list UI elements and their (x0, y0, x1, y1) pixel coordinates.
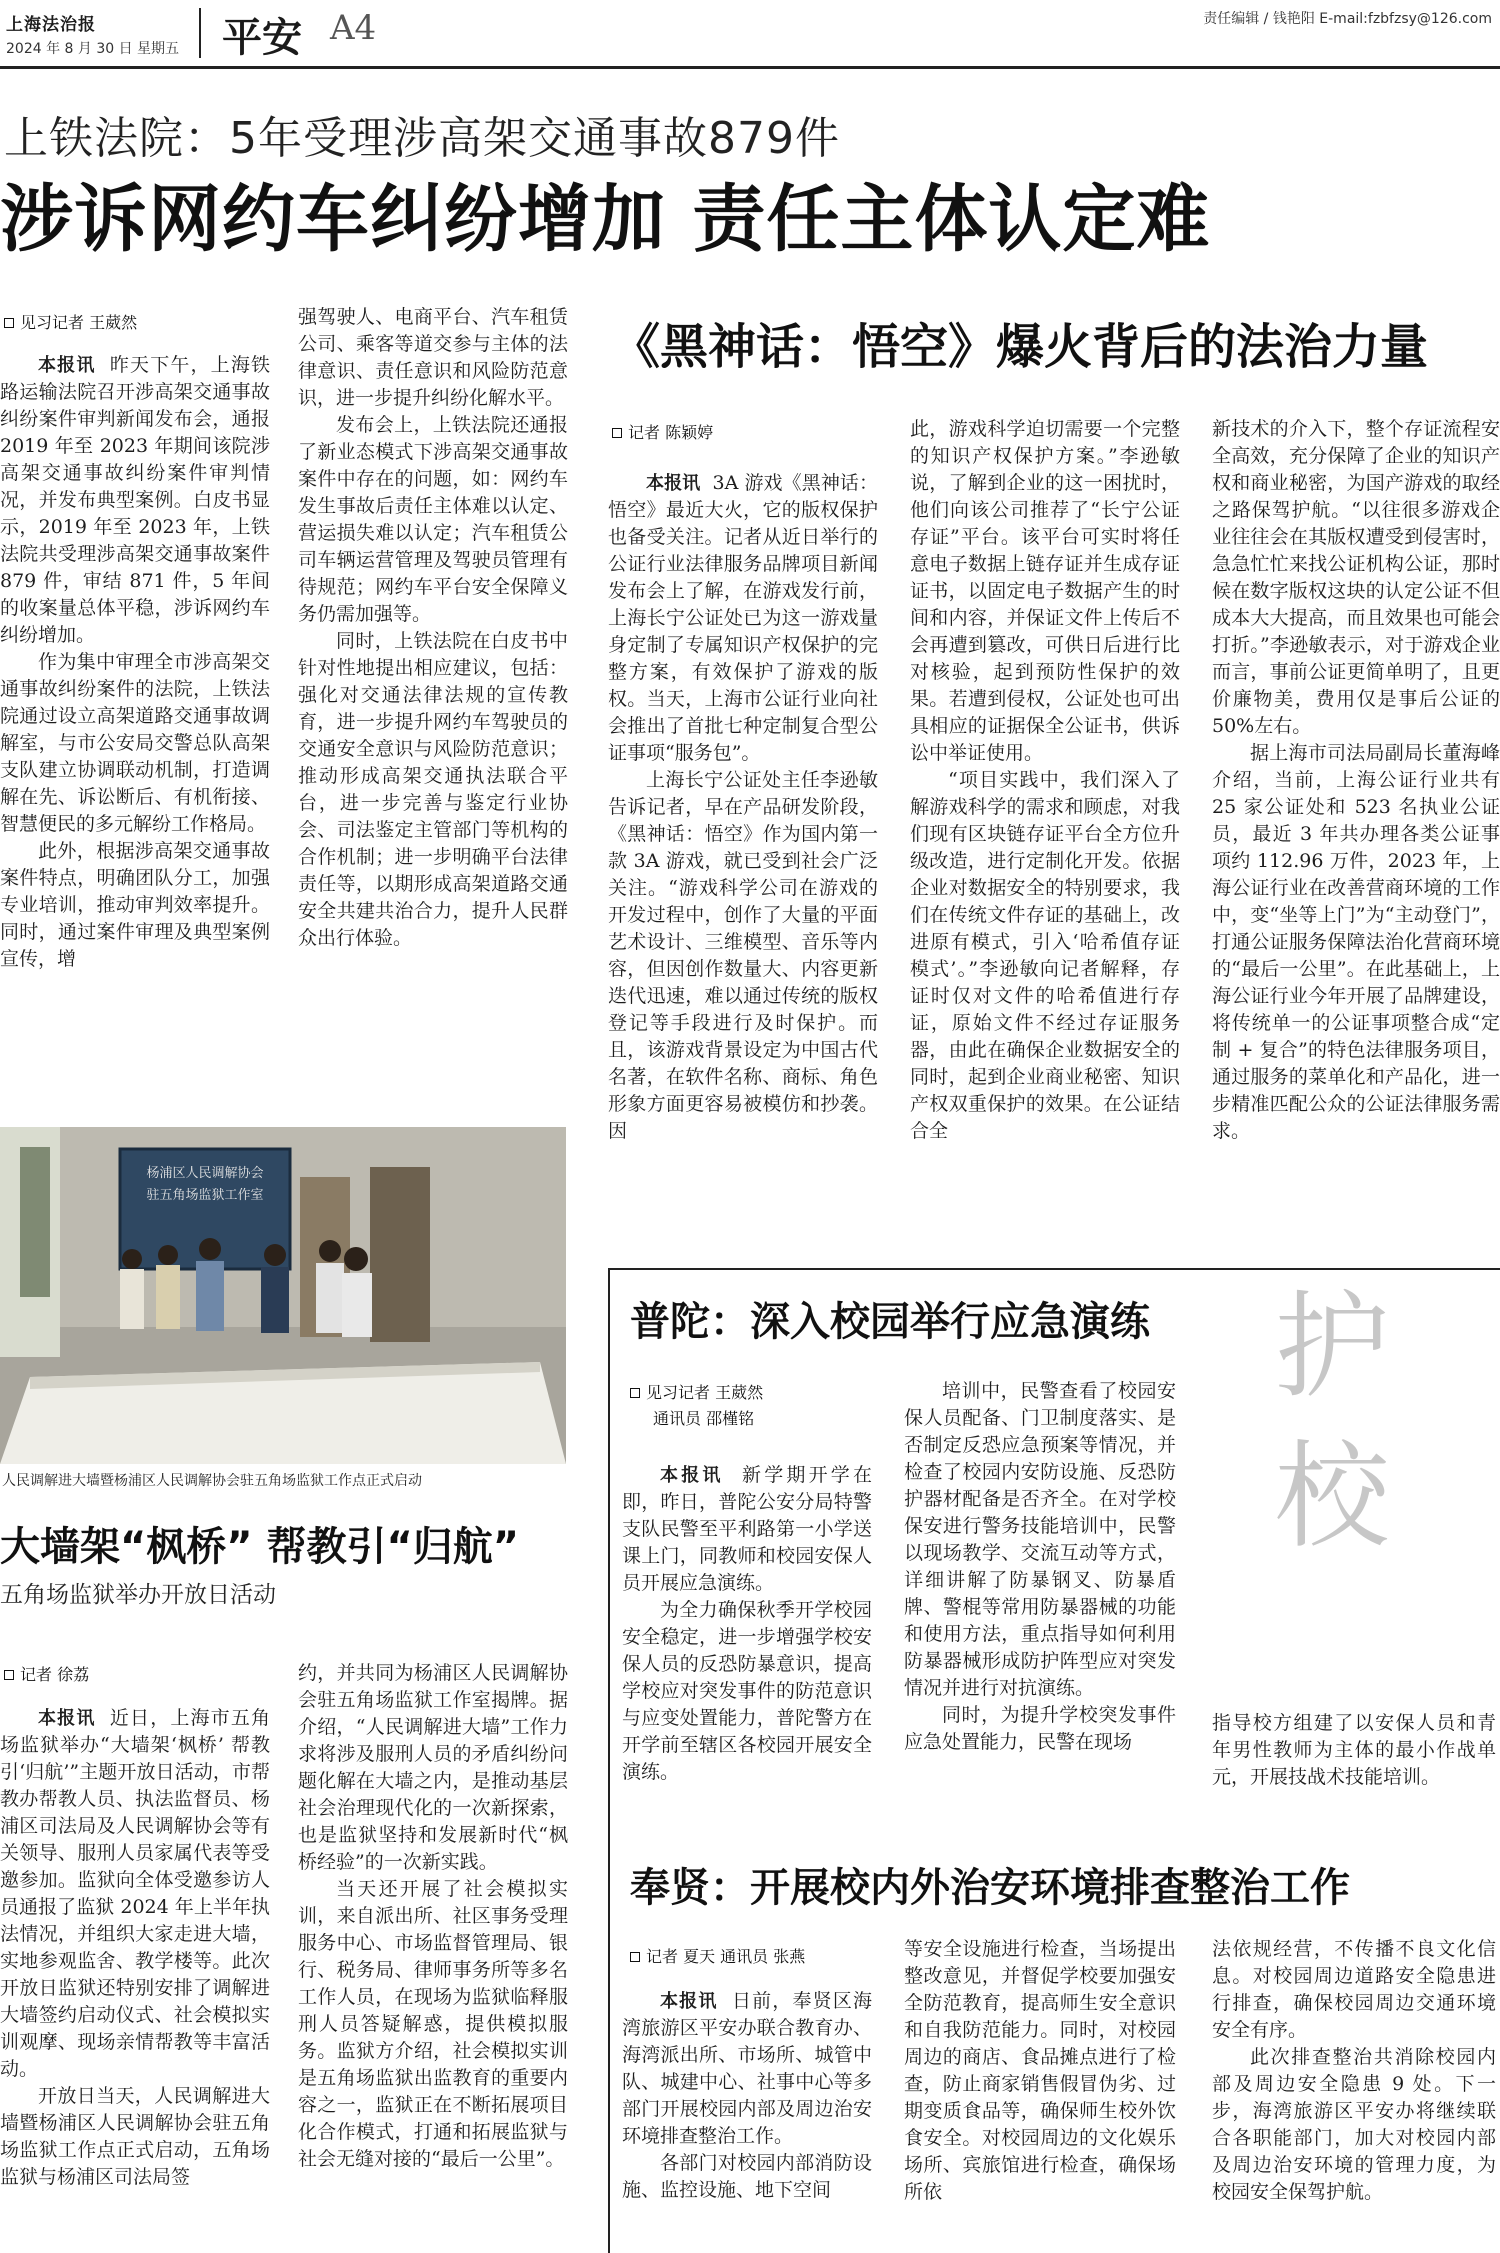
event-photo-illustration (0, 1127, 566, 1464)
article3-headline: 大墙架“枫桥” 帮教引“归航” (0, 1524, 520, 1570)
article4-column-2 (904, 1378, 1176, 1802)
article5-byline (630, 1944, 805, 1967)
masthead-divider (199, 8, 201, 58)
article2-headline: 《黑神话：悟空》爆火背后的法治力量 (612, 319, 1429, 375)
article4-paragraph: 指导校方组建了以安保人员和青年男性教师为主体的最小作战单元，开展技战术技能培训。 (1212, 1712, 1496, 1788)
article5-paragraph: 此次排查整治共消除校园内部及周边安全隐患 9 处。下一步，海湾旅游区平安办将继续联合各职能部门，加大对校园内部及周边治安环境的管理力度，为校园安全保驾护航。 (1212, 2046, 1496, 2203)
byline-box-icon (4, 1670, 14, 1680)
photo-caption: 人民调解进大墙暨杨浦区人民调解协会驻五角场监狱工作点正式启动 (2, 1473, 422, 1489)
article2-byline-text: 记者 陈颖婷 (628, 423, 714, 442)
article1-kicker: 上铁法院：5年受理涉高架交通事故879件 (4, 113, 840, 164)
article1-column-1 (0, 352, 270, 1112)
article3-column-1 (0, 1705, 270, 2253)
event-photo (0, 1127, 566, 1464)
article1-paragraph: 强驾驶人、电商平台、汽车租赁公司、乘客等道交参与主体的法律意识、责任意识和风险防范意识，进一步提升纠纷化解水平。 (298, 306, 568, 409)
article5-byline-text: 记者 夏天 通讯员 张燕 (646, 1947, 806, 1966)
article4-byline-text: 见习记者 王葳然 (646, 1383, 764, 1402)
article1-paragraph: 作为集中审理全市涉高架交通事故纠纷案件的法院，上铁法院通过设立高架道路交通事故调解室，与市公安局交警总队高架支队建立协调联动机制，打造调解在先、诉讼断后、有机衔接、智慧便民的多元解纷工作格局。 (0, 651, 270, 835)
article2-paragraph: 上海长宁公证处主任李逊敏告诉记者，早在产品研发阶段，《黑神话：悟空》作为国内第一款 3A 游戏，就已受到社会广泛关注。“游戏科学公司在游戏的开发过程中，创作了大量的平面艺术设计、三维模型、音乐等内容，但因创作数量大、内容更新迭代迅速，难以通过传统的版权登记等手段进行及时保护。而且，该游戏背景设定为中国古代名著，在软件名称、商标、角色形象方面更容易被模仿和抄袭。因 (608, 769, 878, 1142)
article1-byline (4, 310, 137, 333)
article2-paragraph: 据上海市司法局副局长董海峰介绍，当前，上海公证行业共有 25 家公证处和 523 名执业公证员，最近 3 年共办理各类公证事项约 112.96 万件，2023 年，上海公证行业在改善营商环境的工作中，变“坐等上门”为“主动登门”，打通公证服务保障法治化营商环境的“最后一公里”。在此基础上，上海公证行业今年开展了品牌建设，将传统单一的公证事项整合成“定制 + 复合”的特色法律服务项目，通过服务的菜单化和产品化，进一步精准匹配公众的公证法律服务需求。 (1212, 742, 1500, 1142)
article4-headline: 普陀：深入校园举行应急演练 (630, 1298, 1150, 1345)
article2-paragraph: “项目实践中，我们深入了解游戏科学的需求和顾虑，对我们现有区块链存证平台全方位升级改造，进行定制化开发。依据企业对数据安全的特别要求，我们在传统文件存证的基础上，改进原有模式，引入‘哈希值存证模式’。”李逊敏向记者解释，存证时仅对文件的哈希值进行存证，原始文件不经过存证服务器，由此在确保企业数据安全的同时，起到企业商业秘密、知识产权双重保护的效果。在公证结合全 (910, 769, 1180, 1142)
article1-headline: 涉诉网约车纠纷增加 责任主体认定难 (0, 177, 1211, 262)
article2-byline (612, 420, 713, 443)
article5-lead: 本报讯 (660, 1991, 718, 2012)
article5-paragraph: 日前，奉贤区海湾旅游区平安办联合教育办、海湾派出所、市场所、城管中队、城建中心、社事中心等多部门开展校园内部及周边治安环境排查整治工作。 (622, 1990, 872, 2147)
article1-paragraph: 同时，上铁法院在白皮书中针对性地提出相应建议，包括：强化对交通法律法规的宣传教育，进一步提升网约车驾驶员的交通安全意识与风险防范意识；推动形成高架交通执法联合平台，进一步完善与鉴定行业协会、司法鉴定主管部门等机构的合作机制；进一步明确平台法律责任等，以期形成高架道路交通安全共建共治合力，提升人民群众出行体验。 (298, 630, 568, 949)
article3-paragraph: 近日，上海市五角场监狱举办“大墙架‘枫桥’ 帮教引‘归航’”主题开放日活动，市帮教办帮教人员、执法监督员、杨浦区司法局及人民调解协会等有关领导、服刑人员家属代表等受邀参加。监狱向全体受邀参访人员通报了监狱 2024 年上半年执法情况，并组织大家走进大墙，实地参观监舍、教学楼等。此次开放日监狱还特别安排了调解进大墙签约启动仪式、社会模拟实训观摩、现场亲情帮教等丰富活动。 (0, 1707, 270, 2080)
page-number: A4 (330, 8, 377, 48)
article3-byline-text: 记者 徐荔 (20, 1665, 90, 1684)
photo-board-text: 杨浦区人民调解协会 (146, 1166, 264, 1181)
article2-lead: 本报讯 (646, 473, 701, 494)
article4-paragraph: 为全力确保秋季开学校园安全稳定，进一步增强学校安保人员的反恐防暴意识，提高学校应对突发事件的防范意识与应变处置能力，普陀警方在开学前至辖区各校园开展安全演练。 (622, 1599, 872, 1783)
svg-text:驻五角场监狱工作室: 驻五角场监狱工作室 (146, 1188, 264, 1203)
article2-column-1 (608, 470, 878, 1210)
article3-lead: 本报讯 (38, 1708, 96, 1729)
article5-paragraph: 法依规经营，不传播不良文化信息。对校园周边道路安全隐患进行排查，确保校园周边交通环境安全有序。 (1212, 1938, 1496, 2041)
article2-column-2 (910, 416, 1180, 1210)
article2-paragraph: 此，游戏科学迫切需要一个完整的知识产权保护方案。”李逊敏说，了解到企业的这一困扰时，他们向该公司推荐了“长宁公证存证”平台。该平台可实时将任意电子数据上链存证并生成存证证书，以固定电子数据产生的时间和内容，并保证文件上传后不会再遭到篡改，可供日后进行比对核验，起到预防性保护的效果。若遭到侵权，公证处也可出具相应的证据保全公证书，供诉讼中举证使用。 (910, 418, 1180, 764)
article5-column-1 (622, 1988, 872, 2253)
article3-subhead: 五角场监狱举办开放日活动 (0, 1582, 276, 1608)
article3-paragraph: 开放日当天，人民调解进大墙暨杨浦区人民调解协会驻五角场监狱工作点正式启动，五角场监狱与杨浦区司法局签 (0, 2085, 270, 2188)
article2-column-3 (1212, 416, 1500, 1210)
article4-paragraph: 同时，为提升学校突发事件应急处置能力，民警在现场 (904, 1704, 1176, 1753)
article5-paragraph: 各部门对校园内部消防设施、监控设施、地下空间 (622, 2152, 872, 2201)
byline-box-icon (630, 1952, 640, 1962)
section-name: 平安 (222, 15, 302, 61)
article3-paragraph: 约，并共同为杨浦区人民调解协会驻五角场监狱工作室揭牌。据介绍，“人民调解进大墙”工作力求将涉及服刑人员的矛盾纠纷问题化解在大墙之内，是推动基层社会治理现代化的一次新探索，也是监狱坚持和发展新时代“枫桥经验”的一次新实践。 (298, 1662, 568, 1873)
article4-paragraph: 新学期开学在即，昨日，普陀公安分局特警支队民警至平利路第一小学送课上门，同教师和校园安保人员开展应急演练。 (622, 1464, 872, 1594)
article1-paragraph: 发布会上，上铁法院还通报了新业态模式下涉高架交通事故案件中存在的问题，如：网约车发生事故后责任主体难以认定、营运损失难以认定；汽车租赁公司车辆运营管理及驾驶员管理有待规范；网约车平台安全保障义务仍需加强等。 (298, 414, 568, 625)
article3-column-2 (298, 1660, 568, 2253)
article2-paragraph: 新技术的介入下，整个存证流程安全高效，充分保障了企业的知识产权和商业秘密，为国产游戏的取经之路保驾护航。“以往很多游戏企业往往会在其版权遭受到侵害时，急急忙忙来找公证机构公证，那时候在数字版权这块的认定公证不但成本大大提高，而且效果也可能会打折。”李逊敏表示，对于游戏企业而言，事前公证更简单明了，且更价廉物美，费用仅是事后公证的 50%左右。 (1212, 418, 1500, 737)
article2-paragraph: 3A 游戏《黑神话：悟空》最近大火，它的版权保护也备受关注。记者从近日举行的公证行业法律服务品牌项目新闻发布会上了解，在游戏发行前，上海长宁公证处已为这一游戏量身定制了专属知识产权保护的完整方案，有效保护了游戏的版权。当天，上海市公证行业向社会推出了首批七种定制复合型公证事项“服务包”。 (608, 472, 878, 764)
article5-column-2 (904, 1936, 1176, 2253)
vertical-label (1262, 1272, 1402, 1572)
article1-byline-text: 见习记者 王葳然 (20, 313, 138, 332)
masthead-rule (0, 66, 1500, 69)
article5-paragraph: 等安全设施进行检查，当场提出整改意见，并督促学校要加强安全防范教育，提高师生安全意识和自我防范能力。同时，对校园周边的商店、食品摊点进行了检查，防止商家销售假冒伪劣、过期变质食品等，确保师生校外饮食安全。对校园周边的文化娱乐场所、宾旅馆进行检查，确保场所依 (904, 1938, 1176, 2203)
byline-box-icon (612, 428, 622, 438)
article4-lead: 本报讯 (660, 1465, 724, 1486)
article1-paragraph: 此外，根据涉高架交通事故案件特点，明确团队分工，加强专业培训，推动审判效率提升。同时，通过案件审理及典型案例宣传，增 (0, 840, 270, 970)
newspaper-logo: 上海法治报 (6, 15, 96, 35)
vertical-label-char: 护 (1274, 1280, 1390, 1414)
article1-column-2 (298, 304, 568, 1112)
article4-column-1 (622, 1462, 872, 1802)
byline-box-icon (4, 318, 14, 328)
article5-headline: 奉贤：开展校内外治安环境排查整治工作 (630, 1864, 1350, 1911)
article5-column-3 (1212, 1936, 1496, 2253)
article3-byline (4, 1662, 89, 1685)
article3-paragraph: 当天还开展了社会模拟实训，来自派出所、社区事务受理服务中心、市场监督管理局、银行、税务局、律师事务所等多名工作人员，在现场为监狱临释服刑人员答疑解惑，提供模拟服务。监狱方介绍，社会模拟实训是五角场监狱出监教育的重要内容之一，监狱正在不断拓展项目化合作模式，打通和拓展监狱与社会无缝对接的“最后一公里”。 (298, 1878, 568, 2170)
article1-paragraph: 昨天下午，上海铁路运输法院召开涉高架交通事故纠纷案件审判新闻发布会，通报 2019 年至 2023 年期间该院涉高架交通事故纠纷案件审判情况，并发布典型案例。白皮书显示，2019 年至 2023 年，上铁法院共受理涉高架交通事故案件 879 件，审结 871 件，5 年间的收案量总体平稳，涉诉网约车纠纷增加。 (0, 354, 270, 646)
article4-column-3 (1212, 1710, 1496, 1802)
article1-lead: 本报讯 (38, 355, 96, 376)
vertical-label-char: 校 (1274, 1430, 1390, 1564)
article4-byline-text: 通讯员 邵槿铭 (653, 1409, 755, 1428)
article4-byline (630, 1380, 763, 1432)
editor-info: 责任编辑 / 钱艳阳 E-mail:fzbfzsy@126.com (1203, 11, 1492, 27)
issue-date: 2024 年 8 月 30 日 星期五 (6, 41, 180, 57)
article4-paragraph: 培训中，民警查看了校园安保人员配备、门卫制度落实、是否制定反恐应急预案等情况，并检查了校园内安防设施、反恐防护器材配备是否齐全。在对学校保安进行警务技能培训中，民警以现场教学、交流互动等方式，详细讲解了防暴钢叉、防暴盾牌、警棍等常用防暴器械的功能和使用方法，重点指导如何利用防暴器械形成防护阵型应对突发情况并进行对抗演练。 (904, 1380, 1176, 1699)
byline-box-icon (630, 1388, 640, 1398)
